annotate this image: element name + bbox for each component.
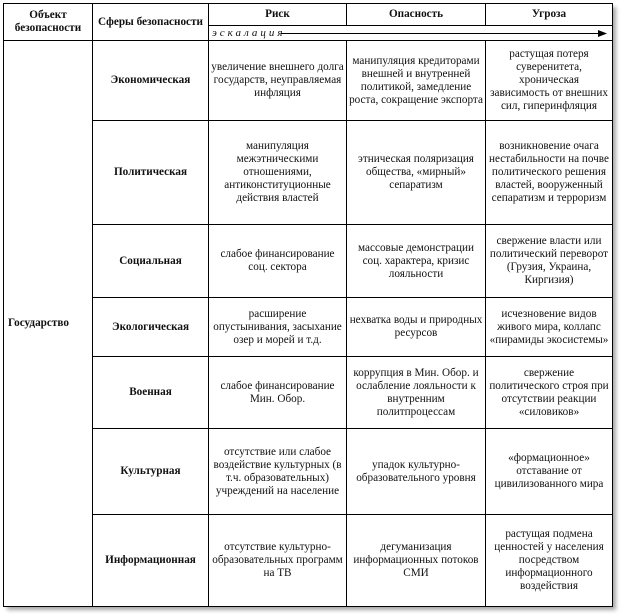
threat-cell: растущая потеря суверенитета, хроническая зависимость от внешних сил, гиперинфляция xyxy=(486,41,613,121)
escalation-label: эскалация xyxy=(212,27,286,39)
header-sphere: Сферы безопасности xyxy=(93,4,209,41)
danger-cell: массовые демонстрации соц. характера, кризис лояльности xyxy=(347,225,486,298)
threat-cell: возникновение очага нестабильности на почве политического решения властей, вооруженный сепаратизм и терроризм xyxy=(486,121,613,225)
risk-cell: отсутствие или слабое воздействие культурных (в т.ч. образовательных) учреждений на население xyxy=(209,429,347,515)
sphere-cell: Информационная xyxy=(93,515,209,607)
sphere-cell: Военная xyxy=(93,357,209,429)
risk-cell: слабое финансирование Мин. Обор. xyxy=(209,357,347,429)
threat-cell: свержение власти или политический переворот (Грузия, Украина, Киргизия) xyxy=(486,225,613,298)
escalation-cell xyxy=(209,26,613,41)
threat-cell: свержение политического строя при отсутствии реакции «силовиков» xyxy=(486,357,613,429)
threat-cell: «формационное» отставание от цивилизованного мира xyxy=(486,429,613,515)
security-table-frame xyxy=(3,3,612,606)
threat-cell: растущая подмена ценностей у населения посредством информационного воздействия xyxy=(486,515,613,607)
risk-cell: расширение опустынивания, засыхание озер и морей и т.д. xyxy=(209,298,347,357)
sphere-cell: Экономическая xyxy=(93,41,209,121)
sphere-cell: Социальная xyxy=(93,225,209,298)
security-table xyxy=(3,3,613,607)
risk-cell: манипуляция межэтническими отношениями, антиконституционные действия властей xyxy=(209,121,347,225)
table-row xyxy=(4,429,613,515)
table-row xyxy=(4,121,613,225)
table-row xyxy=(4,357,613,429)
danger-cell: упадок культурно-образовательного уровня xyxy=(347,429,486,515)
danger-cell: нехватка воды и природных ресурсов xyxy=(347,298,486,357)
risk-cell: отсутствие культурно-образовательных программ на ТВ xyxy=(209,515,347,607)
table-row xyxy=(4,298,613,357)
header-threat: Угроза xyxy=(486,4,613,26)
sphere-cell: Политическая xyxy=(93,121,209,225)
risk-cell: увеличение внешнего долга государств, неуправляемая инфляция xyxy=(209,41,347,121)
danger-cell: коррупция в Мин. Обор. и ослабление лояльности к внутренним политпроцессам xyxy=(347,357,486,429)
threat-cell: исчезновение видов живого мира, коллапс «пирамиды экосистемы» xyxy=(486,298,613,357)
header-object: Объект безопасности xyxy=(4,4,93,41)
risk-cell: слабое финансирование соц. сектора xyxy=(209,225,347,298)
header-row xyxy=(4,4,613,26)
table-row xyxy=(4,225,613,298)
danger-cell: этническая поляризация общества, «мирный» сепаратизм xyxy=(347,121,486,225)
table-row xyxy=(4,515,613,607)
table-row xyxy=(4,41,613,121)
danger-cell: дегуманизация информационных потоков СМИ xyxy=(347,515,486,607)
sphere-cell: Культурная xyxy=(93,429,209,515)
danger-cell: манипуляция кредиторами внешней и внутренней политикой, замедление роста, сокращение экспорта xyxy=(347,41,486,121)
object-cell: Государство xyxy=(4,41,93,607)
sphere-cell: Экологическая xyxy=(93,298,209,357)
escalation-arrow-icon xyxy=(209,26,613,41)
header-risk: Риск xyxy=(209,4,347,26)
header-danger: Опасность xyxy=(347,4,486,26)
